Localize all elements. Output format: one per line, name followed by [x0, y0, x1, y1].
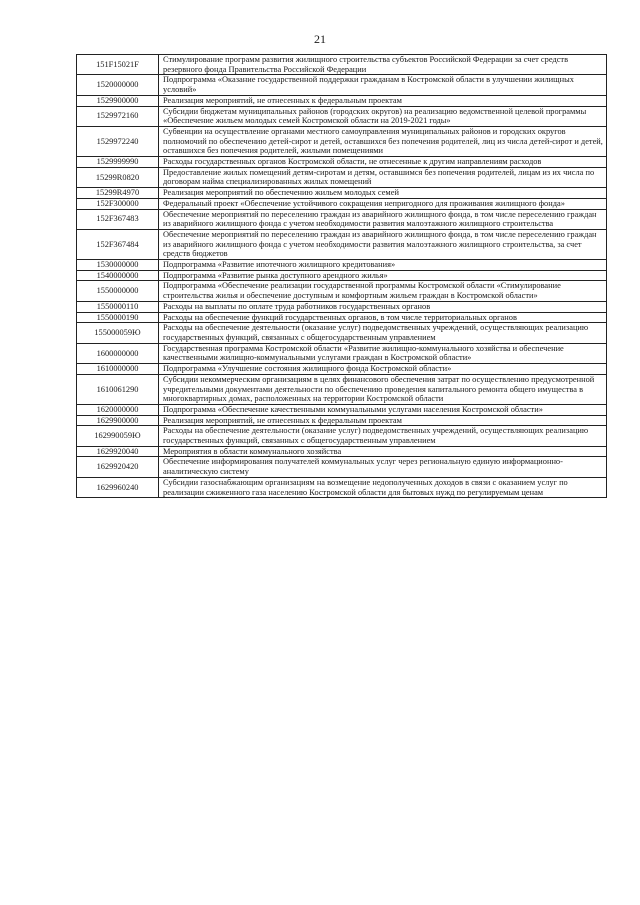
row-name: Стимулирование программ развития жилищного строительства субъектов Российской Федерации за счет средств резервного фонда Правительства Российской Федерации — [159, 55, 607, 75]
table-row — [77, 198, 607, 209]
table-row — [77, 157, 607, 168]
row-code: 1520000000 — [77, 75, 159, 95]
row-name: Реализация мероприятий по обеспечению жильем молодых семей — [159, 188, 607, 199]
row-name: Субсидии некоммерческим организациям в целях финансового обеспечения затрат по осуществлению предусмотренной учредительными документами деятельности по обеспечению проведения капитального ремонта общего имущества в многоквартирных домах, расположенных на территории Костромской области — [159, 374, 607, 404]
row-code: 1629960240 — [77, 477, 159, 497]
table-row — [77, 270, 607, 281]
table-body — [77, 55, 607, 498]
table-row — [77, 188, 607, 199]
row-code: 1550000000 — [77, 281, 159, 301]
row-name: Реализация мероприятий, не отнесенных к федеральным проектам — [159, 95, 607, 106]
row-code: 162990059Ю — [77, 426, 159, 446]
row-name: Федеральный проект «Обеспечение устойчивого сокращения непригодного для проживания жилищного фонда» — [159, 198, 607, 209]
row-code: 152F367484 — [77, 229, 159, 259]
page-number: 21 — [314, 32, 326, 46]
row-name: Реализация мероприятий, не отнесенных к федеральным проектам — [159, 415, 607, 426]
row-name: Мероприятия в области коммунального хозяйства — [159, 446, 607, 457]
row-code: 1529972240 — [77, 126, 159, 156]
row-code: 151F15021F — [77, 55, 159, 75]
row-code: 152F367483 — [77, 209, 159, 229]
row-code: 1529999990 — [77, 157, 159, 168]
table-row — [77, 457, 607, 477]
table-row — [77, 415, 607, 426]
table-row — [77, 301, 607, 312]
row-code: 1530000000 — [77, 260, 159, 271]
row-name: Подпрограмма «Развитие ипотечного жилищного кредитования» — [159, 260, 607, 271]
row-name: Подпрограмма «Развитие рынка доступного арендного жилья» — [159, 270, 607, 281]
budget-classification-table-container — [76, 54, 606, 498]
table-row — [77, 477, 607, 497]
row-code: 1600000000 — [77, 343, 159, 363]
table-row — [77, 404, 607, 415]
row-name: Подпрограмма «Обеспечение качественными коммунальными услугами населения Костромской области» — [159, 404, 607, 415]
row-name: Субвенции на осуществление органами местного самоуправления муниципальных районов и городских округов полномочий по обеспечению детей-сирот и детей, оставшихся без попечения родителей, лиц из числа детей-сирот и детей, оставшихся без попечения родителей, жилыми помещениями — [159, 126, 607, 156]
row-name: Субсидии газоснабжающим организациям на возмещение недополученных доходов в связи с оказанием услуг по реализации сжиженного газа населению Костромской области для бытовых нужд по регулируемым ценам — [159, 477, 607, 497]
table-row — [77, 281, 607, 301]
row-code: 1540000000 — [77, 270, 159, 281]
table-row — [77, 446, 607, 457]
row-code: 15299R4970 — [77, 188, 159, 199]
row-name: Расходы на обеспечение деятельности (оказание услуг) подведомственных учреждений, осуществляющих реализацию государственных функций, связанных с общегосударственным управлением — [159, 323, 607, 343]
row-code: 1629900000 — [77, 415, 159, 426]
table-row — [77, 126, 607, 156]
row-code: 15299R0820 — [77, 167, 159, 187]
table-row — [77, 55, 607, 75]
row-name: Подпрограмма «Улучшение состояния жилищного фонда Костромской области» — [159, 364, 607, 375]
table-row — [77, 106, 607, 126]
table-row — [77, 343, 607, 363]
row-code: 1529972160 — [77, 106, 159, 126]
row-code: 1629920420 — [77, 457, 159, 477]
row-code: 1529900000 — [77, 95, 159, 106]
row-name: Расходы на обеспечение деятельности (оказание услуг) подведомственных учреждений, осуществляющих реализацию государственных функций, связанных с общегосударственным управлением — [159, 426, 607, 446]
row-name: Государственная программа Костромской области «Развитие жилищно-коммунального хозяйства и обеспечение качественными жилищно-коммунальными услугами граждан в Костромской области» — [159, 343, 607, 363]
row-name: Обеспечение мероприятий по переселению граждан из аварийного жилищного фонда, в том числе переселению граждан из аварийного жилищного фонда с учетом необходимости развития малоэтажного жилищного строительства, за счет средств бюджетов — [159, 229, 607, 259]
row-code: 1620000000 — [77, 404, 159, 415]
row-name: Предоставление жилых помещений детям-сиротам и детям, оставшимся без попечения родителей, лицам из их числа по договорам найма специализированных жилых помещений — [159, 167, 607, 187]
row-name: Подпрограмма «Оказание государственной поддержки гражданам в Костромской области в улучшении жилищных условий» — [159, 75, 607, 95]
row-code: 155000059Ю — [77, 323, 159, 343]
table-row — [77, 75, 607, 95]
row-code: 1610000000 — [77, 364, 159, 375]
table-row — [77, 364, 607, 375]
table-row — [77, 209, 607, 229]
budget-classification-table — [76, 54, 607, 498]
row-code: 1550000110 — [77, 301, 159, 312]
row-code: 152F300000 — [77, 198, 159, 209]
row-name: Расходы на обеспечение функций государственных органов, в том числе территориальных органов — [159, 312, 607, 323]
row-code: 1629920040 — [77, 446, 159, 457]
table-row — [77, 95, 607, 106]
row-name: Расходы на выплаты по оплате труда работников государственных органов — [159, 301, 607, 312]
table-row — [77, 260, 607, 271]
row-code: 1550000190 — [77, 312, 159, 323]
table-row — [77, 312, 607, 323]
row-name: Субсидии бюджетам муниципальных районов (городских округов) на реализацию ведомственной целевой программы «Обеспечение жильем молодых семей Костромской области на 2019-2021 годы» — [159, 106, 607, 126]
table-row — [77, 374, 607, 404]
row-code: 1610061290 — [77, 374, 159, 404]
table-row — [77, 229, 607, 259]
table-row — [77, 323, 607, 343]
row-name: Обеспечение мероприятий по переселению граждан из аварийного жилищного фонда, в том числе переселению граждан из аварийного жилищного фонда с учетом необходимости развития малоэтажного жилищного строительства — [159, 209, 607, 229]
table-row — [77, 167, 607, 187]
row-name: Обеспечение информирования получателей коммунальных услуг через региональную единую информационно-аналитическую систему — [159, 457, 607, 477]
row-name: Подпрограмма «Обеспечение реализации государственной программы Костромской области «Стимулирование строительства жилья и обеспечение доступным и комфортным жильем граждан в Костромской области» — [159, 281, 607, 301]
table-row — [77, 426, 607, 446]
row-name: Расходы государственных органов Костромской области, не отнесенные к другим направлениям расходов — [159, 157, 607, 168]
